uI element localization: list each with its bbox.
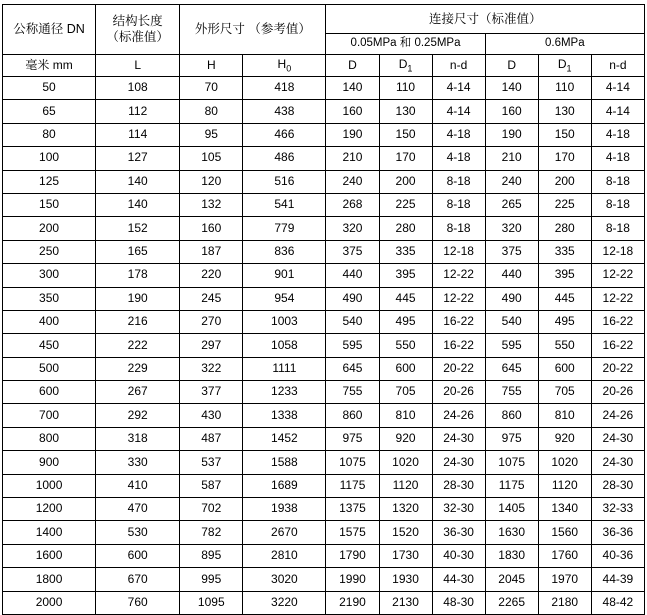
cell-D1_b: 2180 [538,591,591,614]
cell-L: 127 [96,147,180,170]
cell-L: 222 [96,334,180,357]
cell-H: 895 [180,544,243,567]
cell-D1_a: 1120 [379,474,432,497]
cell-D1_b: 170 [538,147,591,170]
table-row [3,100,645,123]
cell-L: 410 [96,474,180,497]
cell-nd_a: 16-22 [432,334,485,357]
valve-specification-table [2,4,645,615]
cell-D1_b: 150 [538,123,591,146]
cell-D_a: 595 [326,334,379,357]
cell-nd_b: 12-22 [591,264,644,287]
table-row [3,474,645,497]
table-row [3,381,645,404]
cell-D_b: 1630 [485,521,538,544]
cell-H0: 1938 [243,498,326,521]
cell-D_a: 645 [326,357,379,380]
cell-H0: 901 [243,264,326,287]
cell-nd_a: 16-22 [432,310,485,333]
cell-H0: 1338 [243,404,326,427]
cell-D1_a: 445 [379,287,432,310]
cell-H: 187 [180,240,243,263]
cell-dn: 700 [3,404,96,427]
cell-nd_a: 4-14 [432,77,485,100]
column-header-h0-sub: 0 [286,63,292,74]
cell-D1_a: 395 [379,264,432,287]
cell-nd_b: 16-22 [591,334,644,357]
cell-L: 470 [96,498,180,521]
cell-D1_b: 495 [538,310,591,333]
column-header-h0-base: H [277,56,287,71]
table-row [3,498,645,521]
cell-nd_b: 32-33 [591,498,644,521]
cell-D_a: 755 [326,381,379,404]
cell-dn: 50 [3,77,96,100]
table-header [3,5,645,77]
cell-L: 600 [96,544,180,567]
cell-H0: 1233 [243,381,326,404]
cell-H: 782 [180,521,243,544]
cell-H: 297 [180,334,243,357]
cell-nd_b: 8-18 [591,170,644,193]
cell-D1_a: 495 [379,310,432,333]
cell-D1_a: 705 [379,381,432,404]
cell-D_b: 240 [485,170,538,193]
cell-D_b: 860 [485,404,538,427]
cell-D_b: 160 [485,100,538,123]
header-group-overall-dims-line2: （参考值） [248,22,311,37]
column-header-d-b: D [485,55,538,77]
column-header-l: L [96,55,180,77]
cell-dn: 200 [3,217,96,240]
cell-D_b: 1405 [485,498,538,521]
cell-nd_b: 4-14 [591,100,644,123]
cell-L: 216 [96,310,180,333]
table-row [3,77,645,100]
cell-D_b: 2045 [485,568,538,591]
cell-H0: 836 [243,240,326,263]
cell-D1_a: 170 [379,147,432,170]
cell-nd_b: 8-18 [591,193,644,216]
cell-nd_a: 40-30 [432,544,485,567]
cell-D_a: 1790 [326,544,379,567]
cell-D_b: 755 [485,381,538,404]
cell-D_a: 268 [326,193,379,216]
cell-L: 114 [96,123,180,146]
table-row [3,334,645,357]
cell-L: 267 [96,381,180,404]
cell-D1_a: 1520 [379,521,432,544]
cell-nd_a: 4-18 [432,123,485,146]
cell-L: 760 [96,591,180,614]
column-header-nd-a: n-d [432,55,485,77]
header-row-columns [3,55,645,77]
cell-D1_b: 810 [538,404,591,427]
cell-H: 95 [180,123,243,146]
cell-H: 430 [180,404,243,427]
cell-D1_a: 1930 [379,568,432,591]
cell-H: 537 [180,451,243,474]
cell-nd_b: 4-18 [591,147,644,170]
cell-nd_a: 8-18 [432,217,485,240]
cell-nd_b: 24-30 [591,427,644,450]
cell-H0: 2670 [243,521,326,544]
cell-nd_a: 12-22 [432,287,485,310]
cell-H0: 418 [243,77,326,100]
cell-nd_b: 44-39 [591,568,644,591]
cell-D1_a: 2130 [379,591,432,614]
cell-nd_a: 8-18 [432,170,485,193]
cell-D1_a: 550 [379,334,432,357]
cell-D_b: 595 [485,334,538,357]
header-group-dn: 公称通径 DN [3,5,96,55]
cell-H0: 516 [243,170,326,193]
cell-D_b: 140 [485,77,538,100]
cell-D1_b: 1560 [538,521,591,544]
cell-D1_a: 225 [379,193,432,216]
cell-nd_a: 20-26 [432,381,485,404]
cell-nd_b: 20-26 [591,381,644,404]
column-header-d1-b [538,55,591,77]
cell-L: 330 [96,451,180,474]
cell-D_a: 320 [326,217,379,240]
cell-dn: 125 [3,170,96,193]
cell-D1_b: 1760 [538,544,591,567]
cell-dn: 1400 [3,521,96,544]
table-row [3,521,645,544]
cell-nd_b: 16-22 [591,310,644,333]
cell-H: 587 [180,474,243,497]
cell-H0: 1058 [243,334,326,357]
header-group-connection-dims: 连接尺寸（标准值） [326,5,645,34]
cell-D1_a: 200 [379,170,432,193]
cell-dn: 1800 [3,568,96,591]
header-group-overall-dims-line1: 外形尺寸 [194,22,245,37]
cell-nd_a: 24-30 [432,451,485,474]
cell-H0: 466 [243,123,326,146]
cell-D_b: 440 [485,264,538,287]
cell-dn: 800 [3,427,96,450]
cell-H: 220 [180,264,243,287]
cell-H: 160 [180,217,243,240]
table-row [3,427,645,450]
cell-D_a: 440 [326,264,379,287]
cell-nd_a: 24-30 [432,427,485,450]
cell-H: 487 [180,427,243,450]
cell-dn: 300 [3,264,96,287]
table-row [3,287,645,310]
cell-D_b: 265 [485,193,538,216]
table-row [3,568,645,591]
cell-nd_a: 48-30 [432,591,485,614]
cell-D1_b: 1120 [538,474,591,497]
cell-H0: 1452 [243,427,326,450]
cell-D_b: 190 [485,123,538,146]
cell-D_b: 540 [485,310,538,333]
cell-D_a: 2190 [326,591,379,614]
cell-D_b: 1075 [485,451,538,474]
cell-nd_a: 24-26 [432,404,485,427]
column-header-h0 [243,55,326,77]
cell-dn: 400 [3,310,96,333]
cell-L: 190 [96,287,180,310]
cell-H: 245 [180,287,243,310]
cell-L: 318 [96,427,180,450]
cell-dn: 1200 [3,498,96,521]
cell-D_a: 490 [326,287,379,310]
table-row [3,544,645,567]
header-pressure-group-1: 0.6MPa [485,34,644,55]
cell-D_a: 160 [326,100,379,123]
cell-nd_b: 4-18 [591,123,644,146]
cell-H0: 1588 [243,451,326,474]
cell-nd_b: 48-42 [591,591,644,614]
cell-nd_b: 20-22 [591,357,644,380]
header-group-structure-length [96,5,180,55]
cell-nd_a: 12-22 [432,264,485,287]
cell-H0: 1111 [243,357,326,380]
cell-H0: 1003 [243,310,326,333]
cell-D_a: 540 [326,310,379,333]
cell-D_a: 1990 [326,568,379,591]
table-row [3,217,645,240]
cell-nd_a: 20-22 [432,357,485,380]
cell-nd_b: 4-14 [591,77,644,100]
cell-D_a: 975 [326,427,379,450]
cell-D1_a: 150 [379,123,432,146]
cell-dn: 900 [3,451,96,474]
cell-D1_a: 1730 [379,544,432,567]
cell-H: 1095 [180,591,243,614]
cell-dn: 250 [3,240,96,263]
cell-nd_b: 36-36 [591,521,644,544]
cell-H: 70 [180,77,243,100]
cell-D_a: 140 [326,77,379,100]
table-row [3,240,645,263]
cell-D_b: 320 [485,217,538,240]
cell-D_a: 1375 [326,498,379,521]
cell-D1_b: 1020 [538,451,591,474]
cell-D1_b: 920 [538,427,591,450]
cell-H: 702 [180,498,243,521]
cell-H0: 438 [243,100,326,123]
cell-D_a: 190 [326,123,379,146]
table-row [3,404,645,427]
cell-dn: 80 [3,123,96,146]
column-header-h: H [180,55,243,77]
cell-D1_a: 335 [379,240,432,263]
cell-D1_b: 110 [538,77,591,100]
cell-D_a: 1075 [326,451,379,474]
cell-dn: 600 [3,381,96,404]
cell-H: 132 [180,193,243,216]
column-header-dn: 毫米 mm [3,55,96,77]
cell-D_b: 975 [485,427,538,450]
cell-nd_b: 28-30 [591,474,644,497]
cell-H0: 3020 [243,568,326,591]
cell-D1_a: 1320 [379,498,432,521]
cell-D_a: 1575 [326,521,379,544]
column-header-d1-a-base: D [398,56,408,71]
cell-D1_a: 920 [379,427,432,450]
cell-D_b: 375 [485,240,538,263]
cell-H: 120 [180,170,243,193]
cell-D_a: 375 [326,240,379,263]
cell-nd_b: 40-36 [591,544,644,567]
cell-dn: 1600 [3,544,96,567]
cell-nd_a: 36-30 [432,521,485,544]
cell-D_b: 490 [485,287,538,310]
cell-D_b: 210 [485,147,538,170]
cell-D_b: 2265 [485,591,538,614]
cell-dn: 100 [3,147,96,170]
cell-L: 152 [96,217,180,240]
cell-H0: 2810 [243,544,326,567]
cell-H0: 3220 [243,591,326,614]
cell-L: 178 [96,264,180,287]
cell-H0: 779 [243,217,326,240]
cell-L: 165 [96,240,180,263]
cell-nd_a: 44-30 [432,568,485,591]
cell-dn: 500 [3,357,96,380]
cell-nd_b: 12-22 [591,287,644,310]
cell-L: 140 [96,170,180,193]
column-header-d1-b-base: D [557,56,567,71]
cell-H: 270 [180,310,243,333]
cell-D1_a: 110 [379,77,432,100]
cell-L: 670 [96,568,180,591]
cell-L: 530 [96,521,180,544]
table-row [3,451,645,474]
cell-D1_a: 130 [379,100,432,123]
table-row [3,357,645,380]
cell-H: 377 [180,381,243,404]
table-row [3,264,645,287]
table-row [3,193,645,216]
cell-H0: 486 [243,147,326,170]
table-row [3,310,645,333]
cell-D1_a: 1020 [379,451,432,474]
cell-D1_b: 1970 [538,568,591,591]
cell-D1_b: 225 [538,193,591,216]
column-header-d1-a-sub: 1 [407,63,413,74]
column-header-d-a: D [326,55,379,77]
cell-D1_b: 705 [538,381,591,404]
table-row [3,147,645,170]
cell-D1_a: 600 [379,357,432,380]
table-body [3,77,645,615]
column-header-d1-b-sub: 1 [566,63,572,74]
cell-D1_b: 395 [538,264,591,287]
cell-D_b: 645 [485,357,538,380]
cell-dn: 150 [3,193,96,216]
cell-D1_b: 280 [538,217,591,240]
cell-nd_a: 28-30 [432,474,485,497]
cell-D1_b: 200 [538,170,591,193]
cell-D_a: 210 [326,147,379,170]
cell-nd_b: 24-26 [591,404,644,427]
cell-L: 140 [96,193,180,216]
cell-nd_b: 8-18 [591,217,644,240]
cell-dn: 2000 [3,591,96,614]
cell-nd_a: 8-18 [432,193,485,216]
header-group-structure-length-line1: 结构长度 [112,13,163,28]
cell-D1_b: 600 [538,357,591,380]
cell-D_a: 860 [326,404,379,427]
column-header-d1-a [379,55,432,77]
cell-nd_b: 12-18 [591,240,644,263]
cell-H: 80 [180,100,243,123]
cell-dn: 65 [3,100,96,123]
cell-D_a: 1175 [326,474,379,497]
cell-L: 112 [96,100,180,123]
cell-dn: 1000 [3,474,96,497]
cell-dn: 350 [3,287,96,310]
cell-D1_a: 810 [379,404,432,427]
cell-D_b: 1175 [485,474,538,497]
cell-L: 108 [96,77,180,100]
cell-nd_b: 24-30 [591,451,644,474]
header-pressure-group-0: 0.05MPa 和 0.25MPa [326,34,485,55]
cell-H0: 1689 [243,474,326,497]
cell-H0: 954 [243,287,326,310]
column-header-nd-b: n-d [591,55,644,77]
table-row [3,591,645,614]
cell-D1_a: 280 [379,217,432,240]
cell-H: 995 [180,568,243,591]
cell-nd_a: 4-18 [432,147,485,170]
cell-H: 105 [180,147,243,170]
cell-L: 292 [96,404,180,427]
cell-D_a: 240 [326,170,379,193]
cell-H: 322 [180,357,243,380]
cell-D1_b: 445 [538,287,591,310]
cell-D1_b: 1340 [538,498,591,521]
cell-nd_a: 4-14 [432,100,485,123]
header-row-groups [3,5,645,34]
table-row [3,170,645,193]
cell-D1_b: 550 [538,334,591,357]
table-row [3,123,645,146]
cell-L: 229 [96,357,180,380]
cell-nd_a: 12-18 [432,240,485,263]
cell-dn: 450 [3,334,96,357]
cell-D1_b: 130 [538,100,591,123]
header-group-overall-dims [180,5,326,55]
cell-nd_a: 32-30 [432,498,485,521]
cell-D_b: 1830 [485,544,538,567]
cell-D1_b: 335 [538,240,591,263]
cell-H0: 541 [243,193,326,216]
header-group-structure-length-line2: （标准值） [106,29,169,44]
